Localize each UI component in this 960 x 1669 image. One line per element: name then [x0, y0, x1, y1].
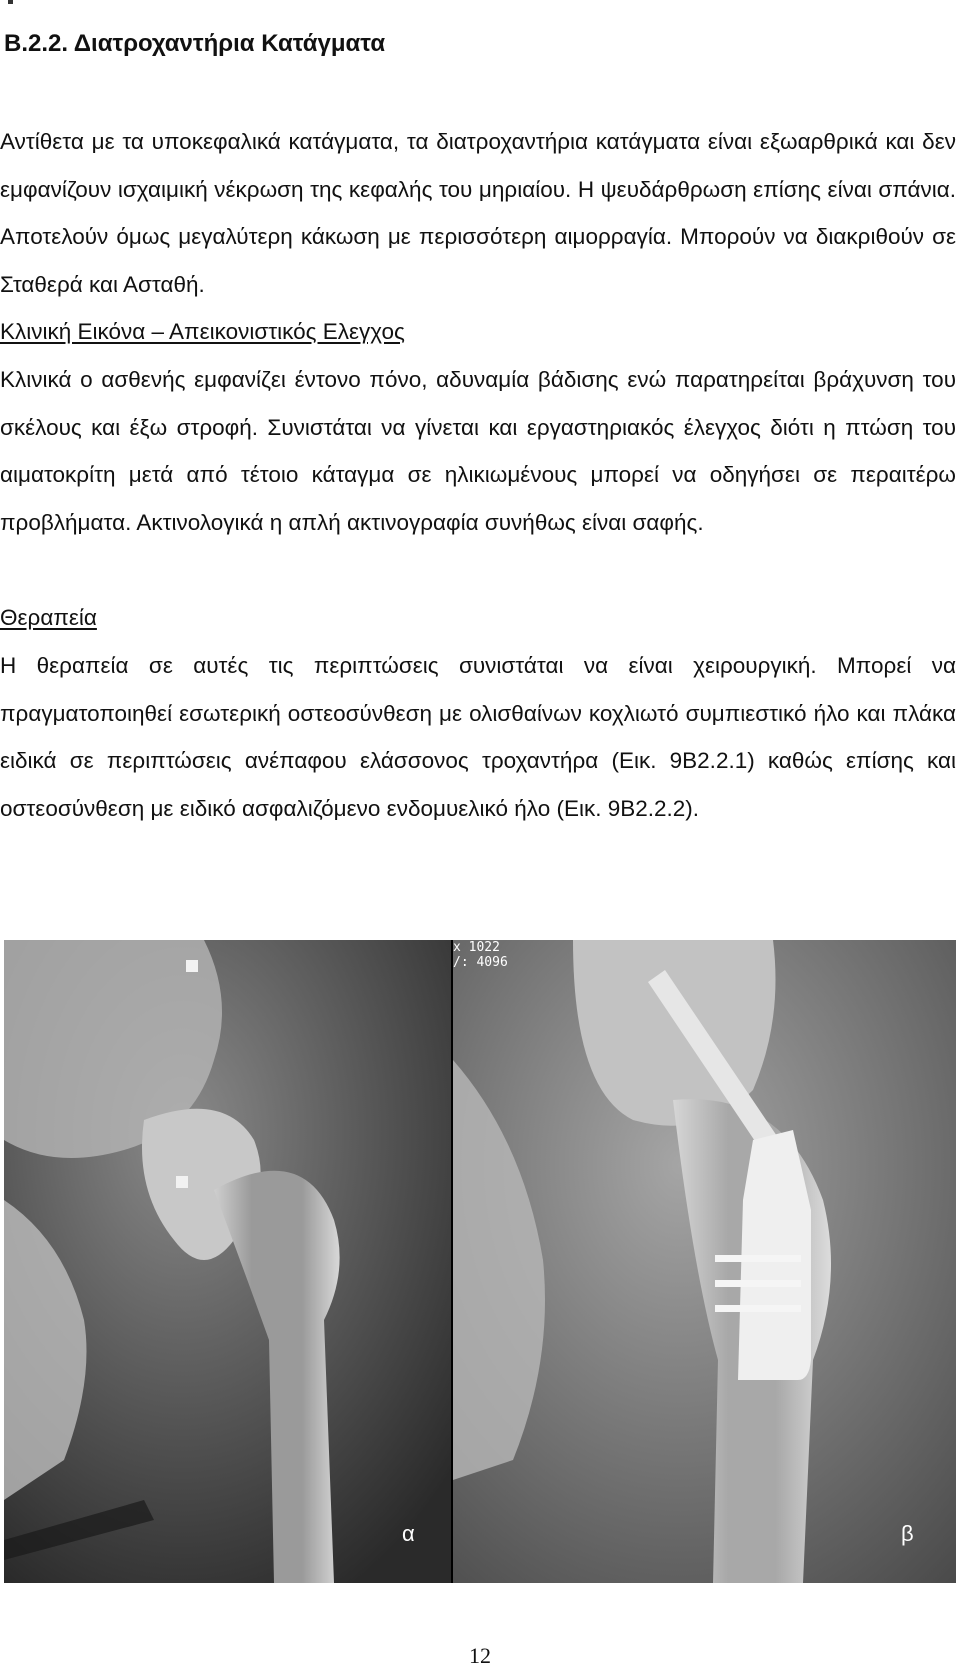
page-number: 12	[469, 1643, 491, 1668]
clinical-paragraph: Κλινικά ο ασθενής εμφανίζει έντονο πόνο, αδυναμία βάδισης ενώ παρατηρείται βράχυνση του σκέλους και έξω στροφή. Συνιστάται να γίνεται και εργαστηριακός έλεγχος διότι η πτώση του αιματοκρίτη μετά από τέτοιο κάταγμα σε ηλικιωμένους μπορεί να οδηγήσει σε περαιτέρω προβλήματα. Ακτινολογικά η απλή ακτινογραφία συνήθως είναι σαφής.	[0, 367, 956, 535]
clinical-subheading: Κλινική Εικόνα – Απεικονιστικός Ελεγχος	[0, 319, 405, 344]
overlay-line-1: x 1022	[453, 940, 500, 955]
intro-paragraph: Αντίθετα με τα υποκεφαλικά κατάγματα, τα διατροχαντήρια κατάγματα είναι εξωαρθρικά και δεν εμφανίζουν ισχαιμική νέκρωση της κεφαλής του μηριαίου. Η ψευδάρθρωση επίσης είναι σπάνια. Αποτελούν όμως μεγαλύτερη κάκωση με περισσότερη αιμορραγία. Μπορούν να διακριθούν σε Σταθερά και Ασταθή.	[0, 129, 956, 297]
xray-image-a	[4, 940, 451, 1583]
overlay-line-2: /: 4096	[453, 955, 508, 970]
page-corner-mark	[8, 0, 13, 4]
section-heading: Β.2.2. Διατροχαντήρια Κατάγματα	[4, 30, 386, 57]
therapy-subheading: Θεραπεία	[0, 605, 97, 630]
figure-label-a: α	[402, 1521, 415, 1546]
xray-figure	[4, 940, 956, 1583]
xray-image-b	[453, 940, 956, 1583]
xray-overlay-readout	[453, 940, 508, 970]
therapy-paragraph: Η θεραπεία σε αυτές τις περιπτώσεις συνιστάται να είναι χειρουργική. Μπορεί να πραγματοποιηθεί εσωτερική οστεοσύνθεση με ολισθαίνων κοχλιωτό συμπιεστικό ήλο και πλάκα ειδικά σε περιπτώσεις ανέπαφου ελάσσονος τροχαντήρα (Εικ. 9Β2.2.1) καθώς επίσης και οστεοσύνθεση με ειδικό ασφαλιζόμενο ενδομυελικό ήλο (Εικ. 9Β2.2.2).	[0, 653, 956, 821]
figure-label-b: β	[901, 1521, 914, 1546]
